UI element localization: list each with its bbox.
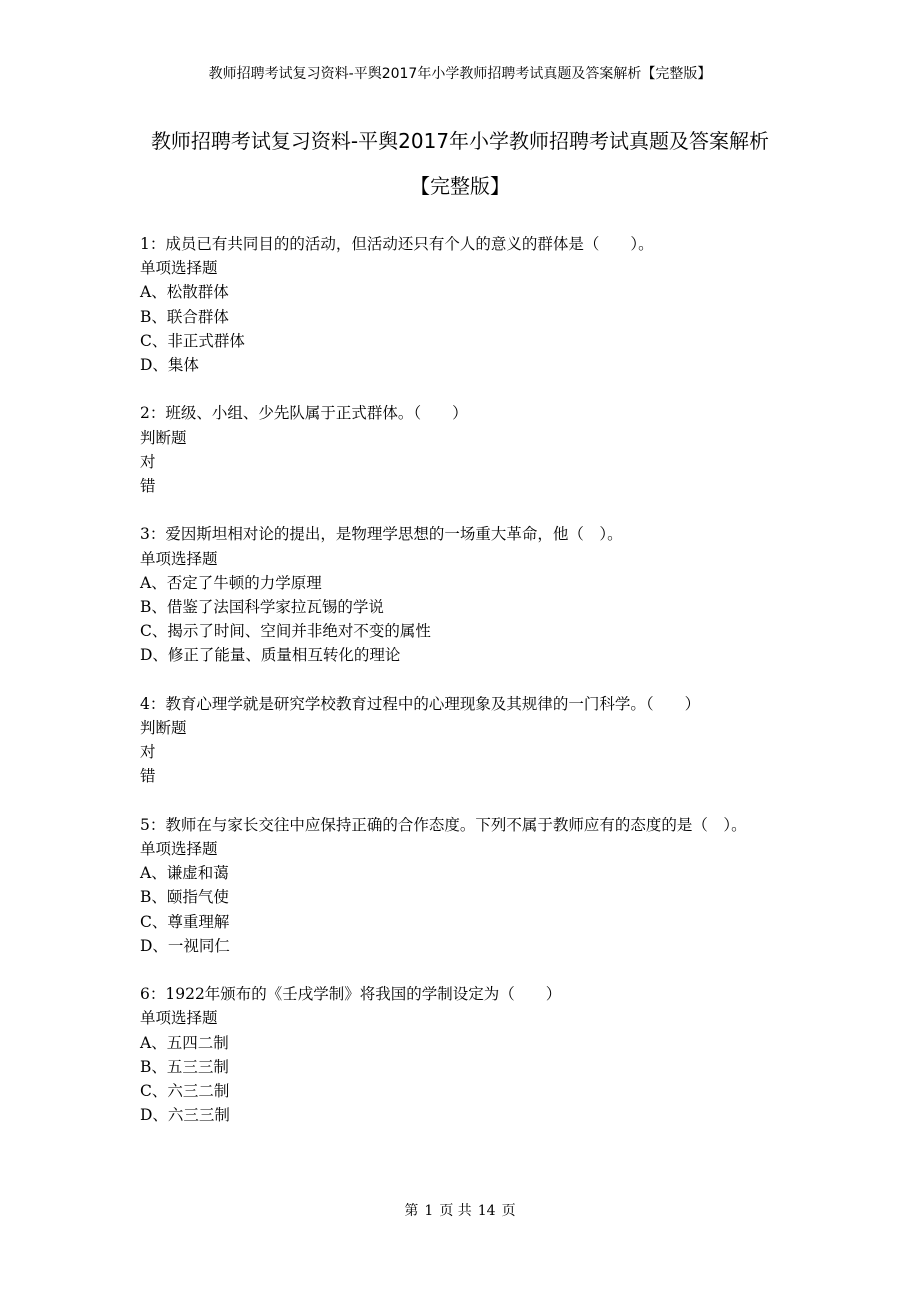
question-6: [140, 982, 780, 1127]
page-current: 1: [424, 1203, 434, 1219]
question-4: [140, 692, 780, 789]
question-option: B、借鉴了法国科学家拉瓦锡的学说: [140, 598, 384, 617]
question-option: A、谦虚和蔼: [140, 864, 229, 883]
question-option: D、修正了能量、质量相互转化的理论: [140, 646, 401, 665]
question-list: [140, 232, 780, 1127]
question-option: B、五三三制: [140, 1057, 229, 1076]
question-option: D、集体: [140, 356, 199, 375]
question-option: D、六三三制: [140, 1106, 230, 1125]
question-stem: 4：教育心理学就是研究学校教育过程中的心理现象及其规律的一门科学。（ ）: [140, 694, 701, 713]
question-option: C、揭示了时间、空间并非绝对不变的属性: [140, 622, 431, 641]
question-2: [140, 401, 780, 498]
question-option: A、松散群体: [140, 283, 229, 302]
question-type: 单项选择题: [140, 549, 218, 568]
question-stem: 2：班级、小组、少先队属于正式群体。（ ）: [140, 404, 468, 423]
question-option: B、颐指气使: [140, 888, 229, 907]
question-option: 错: [140, 477, 156, 496]
question-option: C、六三二制: [140, 1082, 230, 1101]
question-option: 错: [140, 767, 156, 786]
question-3: [140, 522, 780, 667]
question-type: 判断题: [140, 719, 187, 738]
question-option: C、尊重理解: [140, 912, 230, 931]
page-prefix: 第: [404, 1203, 419, 1219]
question-option: A、五四二制: [140, 1033, 229, 1052]
question-stem: 1：成员已有共同目的的活动，但活动还只有个人的意义的群体是（ ）。: [140, 235, 654, 253]
question-option: C、非正式群体: [140, 331, 245, 350]
question-1: [140, 232, 780, 377]
page-total: 14: [477, 1203, 496, 1219]
page-mid: 页 共: [439, 1203, 472, 1219]
question-type: 判断题: [140, 428, 187, 447]
question-type: 单项选择题: [140, 1009, 218, 1028]
page-footer: [0, 1201, 920, 1221]
question-option: B、联合群体: [140, 307, 229, 326]
question-stem: 6：1922年颁布的《壬戌学制》将我国的学制设定为（ ）: [140, 985, 562, 1004]
page-suffix: 页: [501, 1203, 516, 1219]
question-option: D、一视同仁: [140, 936, 230, 955]
document-title: 教师招聘考试复习资料-平舆2017年小学教师招聘考试真题及答案解析【完整版】: [150, 129, 770, 198]
question-type: 单项选择题: [140, 259, 218, 278]
question-option: 对: [140, 452, 156, 471]
question-5: [140, 813, 780, 958]
running-header: 教师招聘考试复习资料-平舆2017年小学教师招聘考试真题及答案解析【完整版】: [208, 66, 712, 82]
question-type: 单项选择题: [140, 840, 218, 859]
question-stem: 3：爱因斯坦相对论的提出，是物理学思想的一场重大革命，他（ ）。: [140, 525, 623, 544]
question-stem: 5：教师在与家长交往中应保持正确的合作态度。下列不属于教师应有的态度的是（ ）。: [140, 815, 747, 834]
question-option: A、否定了牛顿的力学原理: [140, 573, 322, 592]
question-option: 对: [140, 743, 156, 762]
